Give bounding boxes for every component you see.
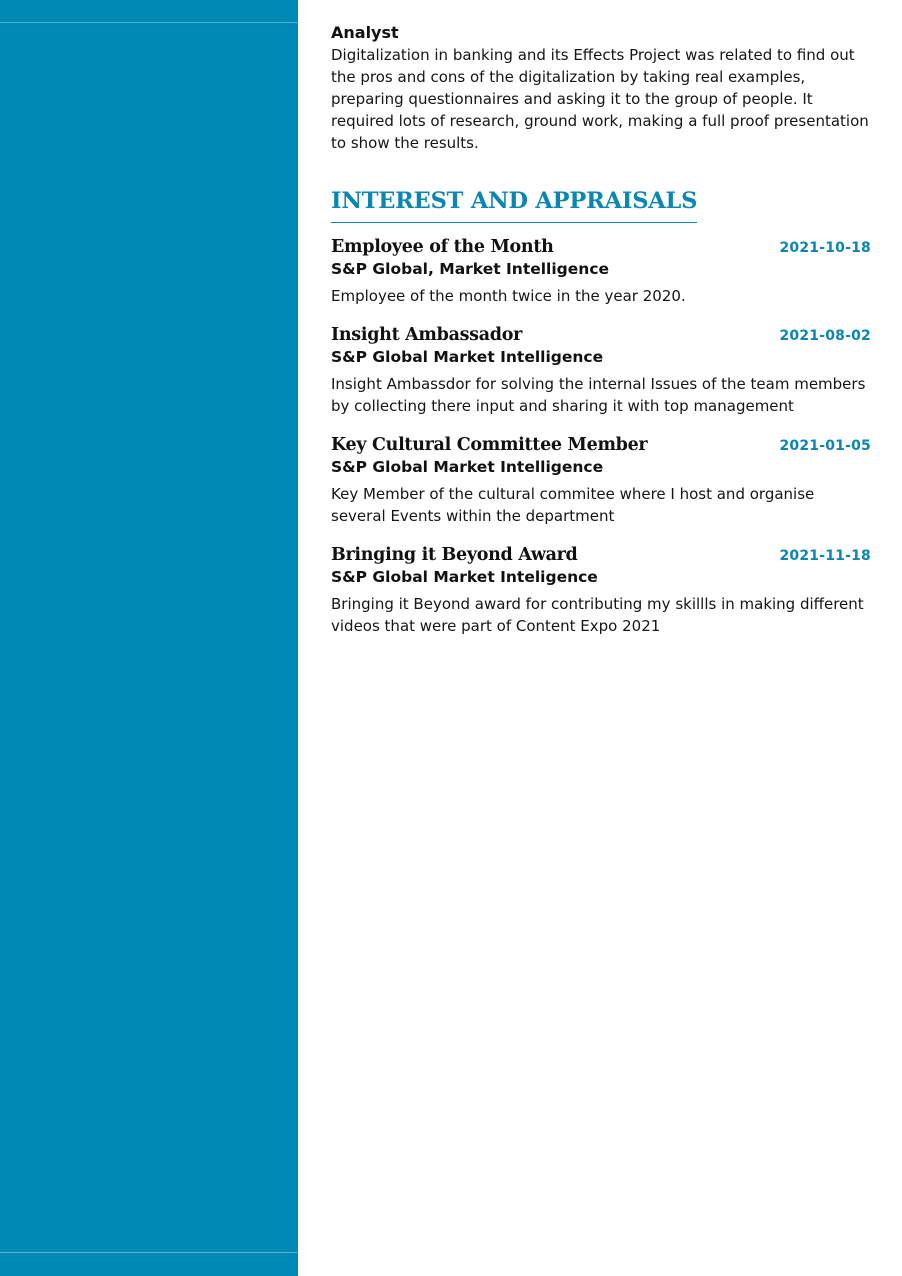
appraisal-organization: S&P Global, Market Intelligence: [331, 260, 610, 278]
appraisal-organization: S&P Global Market Intelligence: [331, 458, 604, 476]
appraisal-date: 2021-08-02: [779, 328, 871, 344]
project-block: [331, 22, 871, 154]
appraisal-title: Key Cultural Committee Member: [331, 435, 648, 455]
appraisal-header: [331, 235, 871, 259]
appraisal-entry: [331, 433, 871, 527]
appraisal-description: Employee of the month twice in the year 2020.: [331, 287, 686, 305]
appraisal-entry: [331, 235, 871, 307]
project-role: Analyst: [331, 23, 399, 42]
appraisal-organization: S&P Global Market Inteligence: [331, 568, 598, 586]
appraisal-list: [331, 235, 871, 637]
main-content: [331, 22, 871, 653]
appraisal-header: [331, 433, 871, 457]
sidebar-divider-top: [0, 22, 298, 23]
appraisal-header: [331, 543, 871, 567]
appraisal-entry: [331, 323, 871, 417]
appraisal-date: 2021-11-18: [779, 548, 871, 564]
appraisal-description: Insight Ambassdor for solving the internal Issues of the team members by collecting there input and sharing it with top management: [331, 375, 866, 415]
sidebar-panel: [0, 0, 298, 1276]
appraisal-organization: S&P Global Market Intelligence: [331, 348, 604, 366]
appraisal-entry: [331, 543, 871, 637]
appraisal-header: [331, 323, 871, 347]
appraisal-title: Bringing it Beyond Award: [331, 545, 578, 565]
project-description: Digitalization in banking and its Effects Project was related to find out the pros and cons of the digitalization by taking real examples, preparing questionnaires and asking it to the group of people. It required lots of research, ground work, making a full proof presentation to show the results.: [331, 46, 869, 152]
appraisal-title: Insight Ambassador: [331, 325, 522, 345]
sidebar-divider-bottom: [0, 1252, 298, 1253]
appraisal-title: Employee of the Month: [331, 237, 554, 257]
appraisal-description: Bringing it Beyond award for contributing my skillls in making different videos that were part of Content Expo 2021: [331, 595, 864, 635]
appraisal-date: 2021-01-05: [779, 438, 871, 454]
section-heading: INTEREST AND APPRAISALS: [331, 187, 697, 223]
appraisal-date: 2021-10-18: [779, 240, 871, 256]
appraisal-description: Key Member of the cultural commitee where I host and organise several Events within the department: [331, 485, 815, 525]
